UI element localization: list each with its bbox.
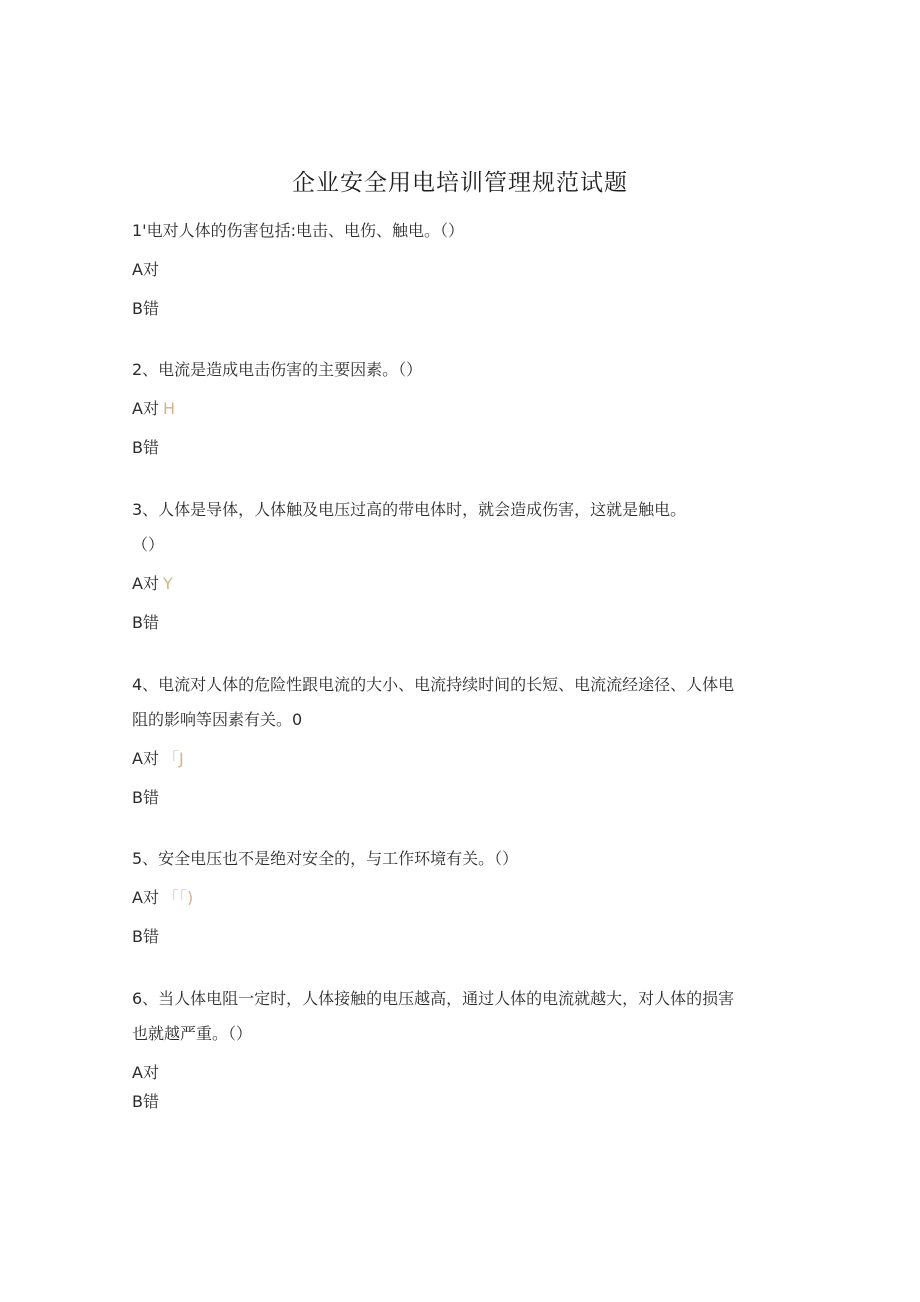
question-2-option-b: B错 (132, 438, 159, 457)
question-6-option-a (132, 1063, 159, 1083)
question-6-text-line-2: 也就越严重。（） (132, 1024, 253, 1043)
option-a-label: A对 (132, 399, 159, 418)
question-3-text-line-2: （） (132, 535, 165, 554)
question-2-text: 2、电流是造成电击伤害的主要因素。（） (132, 360, 423, 379)
question-4-text-line-1: 4、电流对人体的危险性跟电流的大小、电流持续时间的长短、电流流经途径、人体电 (132, 675, 735, 694)
question-1-option-b: B错 (132, 299, 159, 318)
answer-mark: 「「) (162, 888, 194, 907)
question-4-option-a (132, 749, 184, 769)
question-4-option-b: B错 (132, 788, 159, 807)
option-a-label: A对 (132, 574, 159, 593)
answer-mark: Y (162, 574, 173, 593)
option-a-label: A对 (132, 260, 159, 279)
option-a-label: A对 (132, 1063, 159, 1082)
question-3-option-b: B错 (132, 613, 159, 632)
question-1-text: 1'电对人体的伤害包括:电击、电伤、触电。（） (132, 221, 464, 240)
question-1-option-a (132, 260, 159, 280)
question-3-option-a (132, 574, 173, 594)
question-5-text: 5、安全电压也不是绝对安全的，与工作环境有关。（） (132, 849, 519, 868)
option-a-label: A对 (132, 888, 159, 907)
question-5-option-b: B错 (132, 927, 159, 946)
option-a-label: A对 (132, 749, 159, 768)
question-4-text-line-2: 阻的影响等因素有关。0 (132, 710, 303, 729)
question-3-text-line-1: 3、人体是导体，人体触及电压过高的带电体时，就会造成伤害，这就是触电。 (132, 500, 687, 519)
answer-mark: H (162, 399, 175, 418)
page-title: 企业安全用电培训管理规范试题 (292, 170, 628, 196)
question-5-option-a (132, 888, 193, 908)
answer-mark: 「J (162, 749, 184, 768)
question-6-text-line-1: 6、当人体电阻一定时，人体接触的电压越高，通过人体的电流就越大，对人体的损害 (132, 989, 735, 1008)
question-2-option-a (132, 399, 175, 419)
question-6-option-b: B错 (132, 1092, 159, 1111)
